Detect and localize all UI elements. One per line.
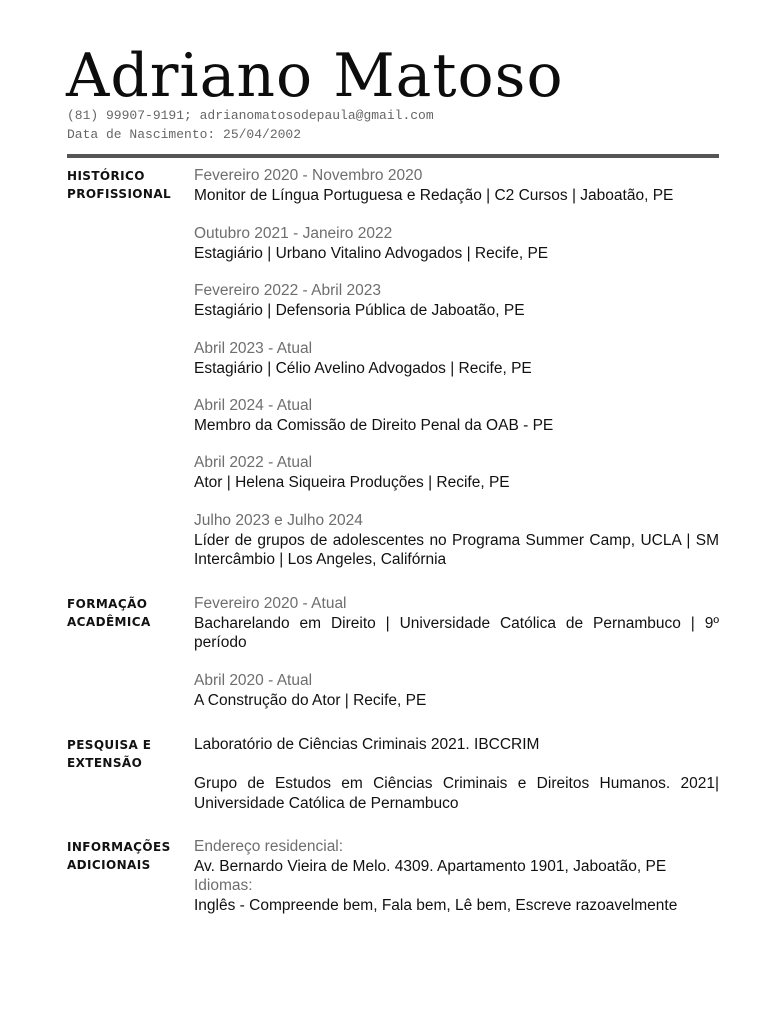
additional-info [194, 837, 719, 915]
contact-line: (81) 99907-9191; adrianomatosodepaula@gmail.com [67, 108, 434, 123]
entry-date: Julho 2023 e Julho 2024 [194, 512, 363, 529]
section-title-historico: HISTÓRICO PROFISSIONAL [67, 169, 172, 201]
entry-description: Bacharelando em Direito | Universidade Católica de Pernambuco | 9º período [194, 614, 719, 651]
entry-date: Fevereiro 2020 - Atual [194, 595, 347, 612]
job-entry [194, 166, 719, 205]
entry-description: A Construção do Ator | Recife, PE [194, 691, 427, 709]
entry-description: Ator | Helena Siqueira Produções | Recife, PE [194, 473, 510, 491]
languages-label: Idiomas: [194, 877, 253, 894]
job-entry [194, 224, 719, 263]
entry-text: Laboratório de Ciências Criminais 2021. IBCCRIM [194, 736, 540, 753]
contact-block [67, 106, 434, 144]
entry-date: Abril 2022 - Atual [194, 454, 313, 471]
address-label: Endereço residencial: [194, 838, 344, 855]
section-title-formacao: FORMAÇÃO ACADÊMICA [67, 597, 151, 629]
research-entry [194, 774, 719, 813]
entry-text: Grupo de Estudos em Ciências Criminais e Direitos Humanos. 2021| Universidade Católica de Pernambuco [194, 775, 719, 812]
header-divider [67, 154, 719, 158]
entry-description: Estagiário | Célio Avelino Advogados | Recife, PE [194, 359, 532, 377]
birth-date: Data de Nascimento: 25/04/2002 [67, 127, 302, 142]
entry-description: Estagiário | Urbano Vitalino Advogados | Recife, PE [194, 244, 549, 262]
entry-description: Monitor de Língua Portuguesa e Redação | C2 Cursos | Jaboatão, PE [194, 186, 674, 204]
section-title-pesquisa: PESQUISA E EXTENSÃO [67, 738, 152, 770]
job-entry [194, 281, 719, 320]
job-entry [194, 453, 719, 492]
entry-description: Membro da Comissão de Direito Penal da OAB - PE [194, 416, 554, 434]
address-value: Av. Bernardo Vieira de Melo. 4309. Apartamento 1901, Jaboatão, PE [194, 857, 667, 875]
entry-date: Fevereiro 2020 - Novembro 2020 [194, 167, 423, 184]
entry-date: Abril 2024 - Atual [194, 397, 313, 414]
education-entry [194, 594, 719, 653]
job-entry [194, 511, 719, 570]
entry-date: Abril 2023 - Atual [194, 340, 313, 357]
languages-value: Inglês - Compreende bem, Fala bem, Lê bem, Escreve razoavelmente [194, 896, 678, 914]
entry-date: Outubro 2021 - Janeiro 2022 [194, 225, 393, 242]
entry-date: Abril 2020 - Atual [194, 672, 313, 689]
job-entry [194, 339, 719, 378]
education-entry [194, 671, 719, 710]
entry-date: Fevereiro 2022 - Abril 2023 [194, 282, 381, 299]
entry-description: Líder de grupos de adolescentes no Programa Summer Camp, UCLA | SM Intercâmbio | Los Angeles, Califórnia [194, 531, 719, 568]
section-title-informacoes: INFORMAÇÕES ADICIONAIS [67, 840, 171, 872]
job-entry [194, 396, 719, 435]
entry-description: Estagiário | Defensoria Pública de Jaboatão, PE [194, 301, 525, 319]
research-entry [194, 735, 719, 755]
candidate-name: Adriano Matoso [66, 41, 564, 111]
